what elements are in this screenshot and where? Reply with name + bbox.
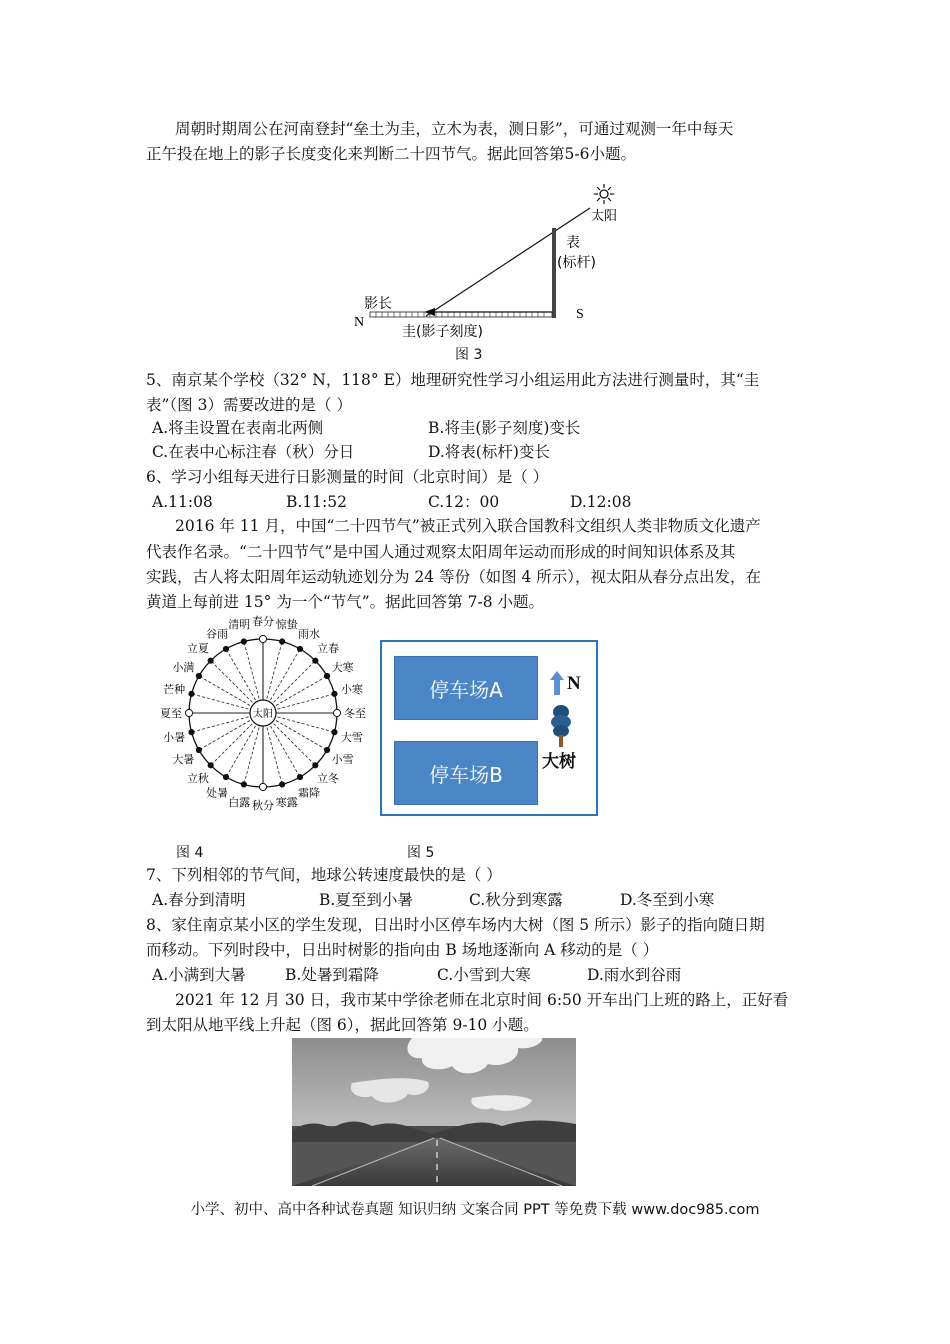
- intro2-line4: 黄道上每前进 15° 为一个“节气”。据此回答第 7-8 小题。: [146, 593, 544, 611]
- solar-term-label: 小寒: [340, 683, 363, 697]
- q6-option-d[interactable]: D.12:08: [570, 493, 632, 511]
- term-point: [313, 763, 318, 768]
- term-point: [189, 691, 194, 696]
- q7-option-d[interactable]: D.冬至到小寒: [620, 891, 715, 909]
- term-point: [241, 782, 246, 787]
- tree-label: 大树: [542, 752, 576, 772]
- solar-term-label: 春分: [252, 615, 274, 628]
- intro2-line3: 实践，古人将太阳周年运动轨迹划分为 24 等份（如图 4 所示），视太阳从春分点出发，在: [146, 568, 762, 586]
- biao-label: 表: [566, 235, 580, 251]
- sun-label: 太阳: [591, 209, 618, 224]
- solar-term-label: 立夏: [186, 641, 209, 655]
- intro1-line2: 正午投在地上的影子长度变化来判断二十四节气。据此回答第5-6小题。: [146, 145, 636, 163]
- q8-option-c[interactable]: C.小雪到大寒: [437, 966, 531, 984]
- solar-term-label: 大寒: [331, 661, 354, 674]
- gui-label: 圭(影子刻度): [402, 324, 483, 340]
- figure-3-gnomon-diagram: [340, 180, 640, 365]
- q5-stem-line2: 表”（图 3）需要改进的是（ ）: [146, 396, 352, 414]
- term-point: [223, 774, 228, 779]
- term-point: [297, 646, 302, 651]
- solar-term-label: 立冬: [317, 772, 340, 786]
- solar-term-label: 秋分: [252, 799, 274, 812]
- north-arrow-icon: [549, 670, 565, 696]
- term-point: [196, 747, 201, 752]
- tree-icon: [548, 704, 574, 748]
- term-point: [313, 658, 318, 663]
- term-point: [333, 709, 340, 716]
- parking-lot-a: [394, 656, 538, 720]
- parking-lot-b-label: 停车场B: [429, 762, 503, 787]
- term-point: [196, 673, 201, 678]
- solar-term-label: 大雪: [340, 730, 363, 744]
- solar-term-label: 清明: [228, 618, 251, 632]
- solar-term-label: 冬至: [344, 707, 366, 720]
- intro2-line2: 代表作名录。“二十四节气”是中国人通过观察太阳周年运动而形成的时间知识体系及其: [146, 543, 736, 561]
- q8-stem-line2: 而移动。下列时段中，日出时树影的指向由 B 场地逐渐向 A 移动的是（ ）: [146, 941, 659, 959]
- fig5-north-label: N: [567, 673, 581, 694]
- intro1-line1: 周朝时期周公在河南登封“垒土为圭，立木为表，测日影”，可通过观测一年中每天: [175, 120, 734, 138]
- term-point: [324, 673, 329, 678]
- intro2-line1: 2016 年 11 月，中国“二十四节气”被正式列入联合国教科文组织人类非物质文化遗产: [175, 517, 761, 535]
- q6-stem: 6、学习小组每天进行日影测量的时间（北京时间）是（ ）: [146, 468, 549, 486]
- south-label: S: [576, 307, 584, 322]
- term-point: [324, 747, 329, 752]
- term-point: [185, 709, 192, 716]
- term-point: [208, 763, 213, 768]
- solar-term-label: 小雪: [331, 753, 354, 766]
- term-point: [332, 691, 337, 696]
- q7-option-c[interactable]: C.秋分到寒露: [469, 891, 563, 909]
- term-point: [189, 730, 194, 735]
- solar-term-label: 霜降: [298, 786, 320, 800]
- shadow-arrow-head: [424, 308, 435, 316]
- term-point: [280, 782, 285, 787]
- solar-term-label: 立秋: [186, 772, 209, 786]
- solar-term-label: 立春: [317, 641, 340, 655]
- biaogan-label: (标杆): [557, 255, 596, 271]
- footer-download-notice: 小学、初中、高中各种试卷真题 知识归纳 文案合同 PPT 等免费下载 www.doc985.com: [190, 1202, 760, 1218]
- solar-term-label: 芒种: [163, 683, 186, 697]
- term-point: [208, 658, 213, 663]
- q5-option-c[interactable]: C.在表中心标注春（秋）分日: [152, 443, 355, 461]
- q5-stem-line1: 5、南京某个学校（32° N，118° E）地理研究性学习小组运用此方法进行测量时，其“圭: [146, 371, 760, 389]
- gnomon-pole: [552, 228, 556, 318]
- shadow-length-label: 影长: [364, 296, 392, 312]
- q8-stem-line1: 8、家住南京某小区的学生发现，日出时小区停车场内大树（图 5 所示）影子的指向随日期: [146, 916, 765, 934]
- solar-term-label: 白露: [228, 795, 251, 809]
- intro3-line2: 到太阳从地平线上升起（图 6），据此回答第 9-10 小题。: [146, 1016, 539, 1034]
- q6-option-c[interactable]: C.12：00: [428, 493, 500, 511]
- q8-option-d[interactable]: D.雨水到谷雨: [587, 966, 682, 984]
- q6-option-b[interactable]: B.11:52: [286, 493, 347, 511]
- term-point: [223, 646, 228, 651]
- sun-icon: [594, 184, 614, 204]
- q8-option-a[interactable]: A.小满到大暑: [152, 966, 246, 984]
- solar-term-label: 大暑: [172, 753, 195, 766]
- term-point: [259, 635, 266, 642]
- sun-center-label: 太阳: [253, 709, 273, 720]
- intro3-line1: 2021 年 12 月 30 日，我市某中学徐老师在北京时间 6:50 开车出门上班的路上，正好看: [175, 991, 789, 1009]
- figure-4-caption: 图 4: [176, 845, 204, 861]
- parking-lot-b: [394, 741, 538, 805]
- solar-term-label: 小满: [172, 661, 195, 674]
- solar-term-label: 夏至: [160, 707, 182, 720]
- term-point: [259, 783, 266, 790]
- q8-option-b[interactable]: B.处暑到霜降: [285, 966, 379, 984]
- term-point: [241, 639, 246, 644]
- figure-4-solar-terms-wheel: [143, 615, 388, 845]
- solar-term-label: 雨水: [298, 627, 320, 641]
- parking-lot-a-label: 停车场A: [429, 677, 503, 702]
- shadow-scale-ticks: [376, 312, 544, 317]
- term-point: [332, 730, 337, 735]
- term-point: [297, 774, 302, 779]
- q5-option-b[interactable]: B.将圭(影子刻度)变长: [428, 419, 581, 437]
- q7-option-b[interactable]: B.夏至到小暑: [319, 891, 413, 909]
- north-label: N: [354, 315, 365, 330]
- figure-6-sunrise-road-photo: [292, 1038, 576, 1186]
- figure-3-caption: 图 3: [455, 347, 483, 363]
- q6-option-a[interactable]: A.11:08: [152, 493, 213, 511]
- figure-5-caption: 图 5: [407, 845, 435, 861]
- solar-term-label: 处暑: [206, 786, 228, 800]
- q7-option-a[interactable]: A.春分到清明: [152, 891, 246, 909]
- q7-stem: 7、下列相邻的节气间，地球公转速度最快的是（ ）: [146, 866, 502, 884]
- q5-option-d[interactable]: D.将表(标杆)变长: [428, 443, 550, 461]
- solar-term-label: 小暑: [163, 730, 186, 744]
- term-point: [280, 639, 285, 644]
- solar-term-label: 谷雨: [206, 627, 228, 641]
- solar-term-label: 寒露: [275, 795, 298, 809]
- q5-option-a[interactable]: A.将圭设置在表南北两侧: [152, 419, 324, 437]
- solar-term-label: 惊蛰: [275, 618, 298, 632]
